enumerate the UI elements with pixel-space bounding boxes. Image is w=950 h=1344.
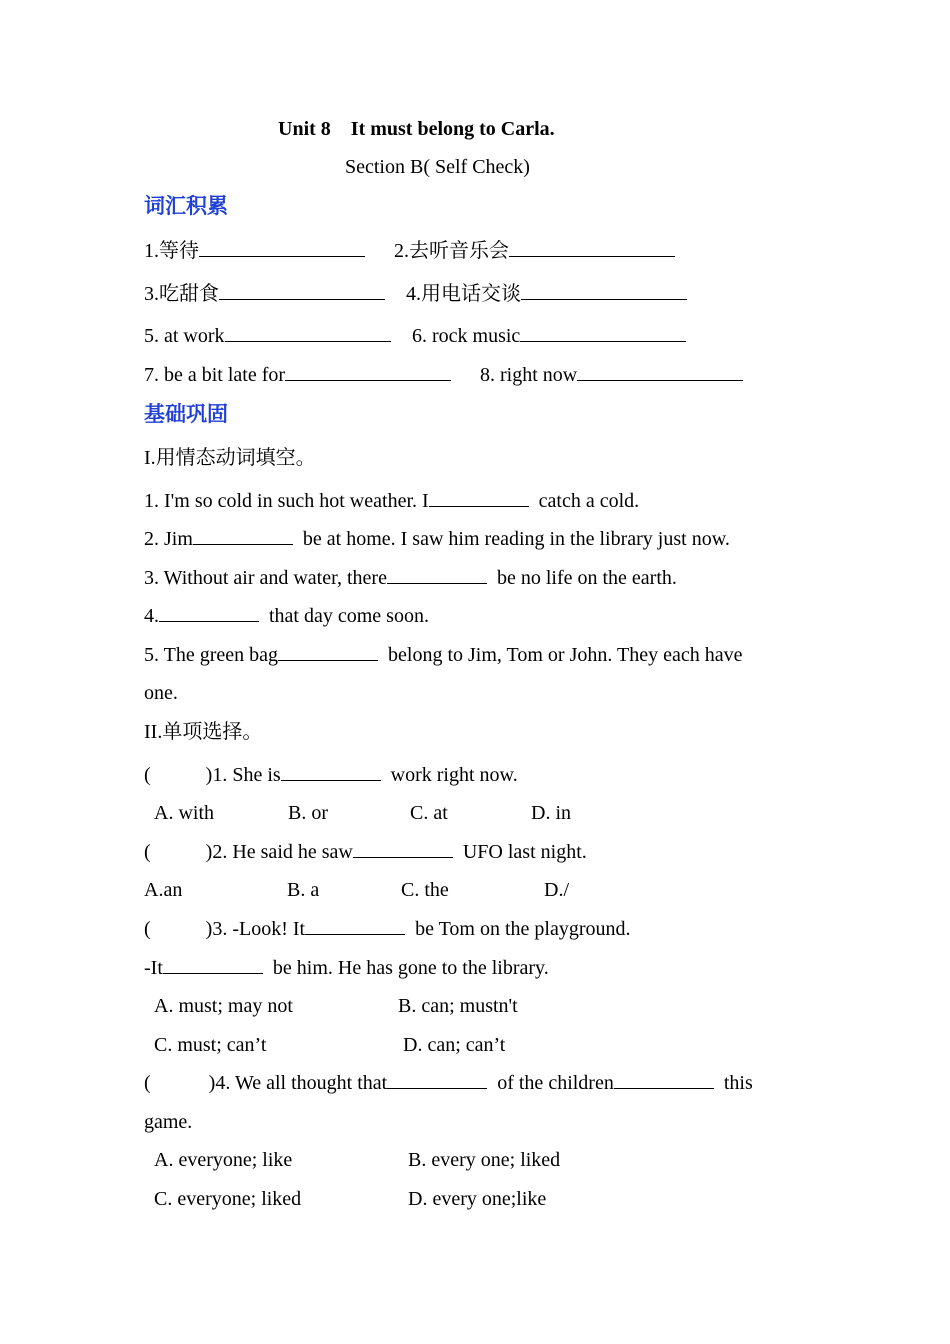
mc-question-3-line2: -It be him. He has gone to the library.	[144, 957, 549, 979]
option-a: A. everyone; like	[154, 1149, 293, 1171]
option-c: C. at	[410, 802, 448, 824]
part1-heading: I.用情态动词填空。	[144, 447, 316, 469]
answer-blank[interactable]	[520, 323, 686, 342]
option-d: D. can; can’t	[403, 1034, 506, 1056]
answer-blank[interactable]	[577, 362, 743, 381]
answer-blank[interactable]	[278, 642, 378, 661]
vocab-item: 4.用电话交谈	[406, 281, 687, 307]
answer-blank[interactable]	[225, 323, 391, 342]
mc-question-1: ( )1. She is work right now.	[144, 764, 518, 786]
answer-blank[interactable]	[614, 1070, 714, 1089]
fill-question-1: 1. I'm so cold in such hot weather. I catch a cold.	[144, 490, 640, 512]
answer-blank[interactable]	[285, 362, 451, 381]
option-d: D. every one;like	[408, 1188, 547, 1210]
fill-question-5: 5. The green bag belong to Jim, Tom or John. They each have	[144, 644, 743, 666]
vocab-item: 1.等待	[144, 238, 365, 264]
vocab-item: 5. at work	[144, 323, 391, 349]
answer-blank[interactable]	[521, 281, 687, 300]
fill-question-3: 3. Without air and water, there be no life on the earth.	[144, 567, 677, 589]
option-b: B. a	[287, 879, 320, 901]
fill-question-5-cont: one.	[144, 682, 178, 704]
option-c: C. everyone; liked	[154, 1188, 302, 1210]
option-a: A. with	[154, 802, 214, 824]
vocab-item: 3.吃甜食	[144, 281, 385, 307]
option-b: B. or	[288, 802, 328, 824]
option-b: B. every one; liked	[408, 1149, 561, 1171]
option-a: A.an	[144, 879, 183, 901]
mc-question-3: ( )3. -Look! It be Tom on the playground.	[144, 918, 631, 940]
answer-blank[interactable]	[163, 955, 263, 974]
answer-blank[interactable]	[219, 281, 385, 300]
vocab-item: 8. right now	[480, 362, 743, 388]
vocab-item: 7. be a bit late for	[144, 362, 451, 388]
vocab-item: 2.去听音乐会	[394, 238, 675, 264]
answer-blank[interactable]	[159, 603, 259, 622]
answer-blank[interactable]	[387, 1070, 487, 1089]
answer-blank[interactable]	[281, 762, 381, 781]
answer-blank[interactable]	[305, 916, 405, 935]
vocab-heading: 词汇积累	[144, 194, 228, 218]
fill-question-4: 4. that day come soon.	[144, 605, 429, 627]
vocab-item: 6. rock music	[412, 323, 686, 349]
part2-heading: II.单项选择。	[144, 721, 263, 743]
mc-question-4-line2: game.	[144, 1111, 193, 1133]
option-c: C. the	[401, 879, 449, 901]
mc-question-2: ( )2. He said he saw UFO last night.	[144, 841, 587, 863]
page-subtitle: Section B( Self Check)	[345, 156, 530, 178]
option-b: B. can; mustn't	[398, 995, 518, 1017]
basics-heading: 基础巩固	[144, 402, 228, 426]
answer-blank[interactable]	[387, 565, 487, 584]
option-a: A. must; may not	[154, 995, 293, 1017]
mc-question-4: ( )4. We all thought that of the children this	[144, 1072, 753, 1094]
option-d: D./	[544, 879, 569, 901]
option-d: D. in	[531, 802, 571, 824]
page-title: Unit 8 It must belong to Carla.	[278, 118, 555, 140]
answer-blank[interactable]	[199, 238, 365, 257]
answer-blank[interactable]	[429, 488, 529, 507]
fill-question-2: 2. Jim be at home. I saw him reading in the library just now.	[144, 528, 730, 550]
answer-blank[interactable]	[193, 526, 293, 545]
answer-blank[interactable]	[353, 839, 453, 858]
answer-blank[interactable]	[509, 238, 675, 257]
option-c: C. must; can’t	[154, 1034, 267, 1056]
